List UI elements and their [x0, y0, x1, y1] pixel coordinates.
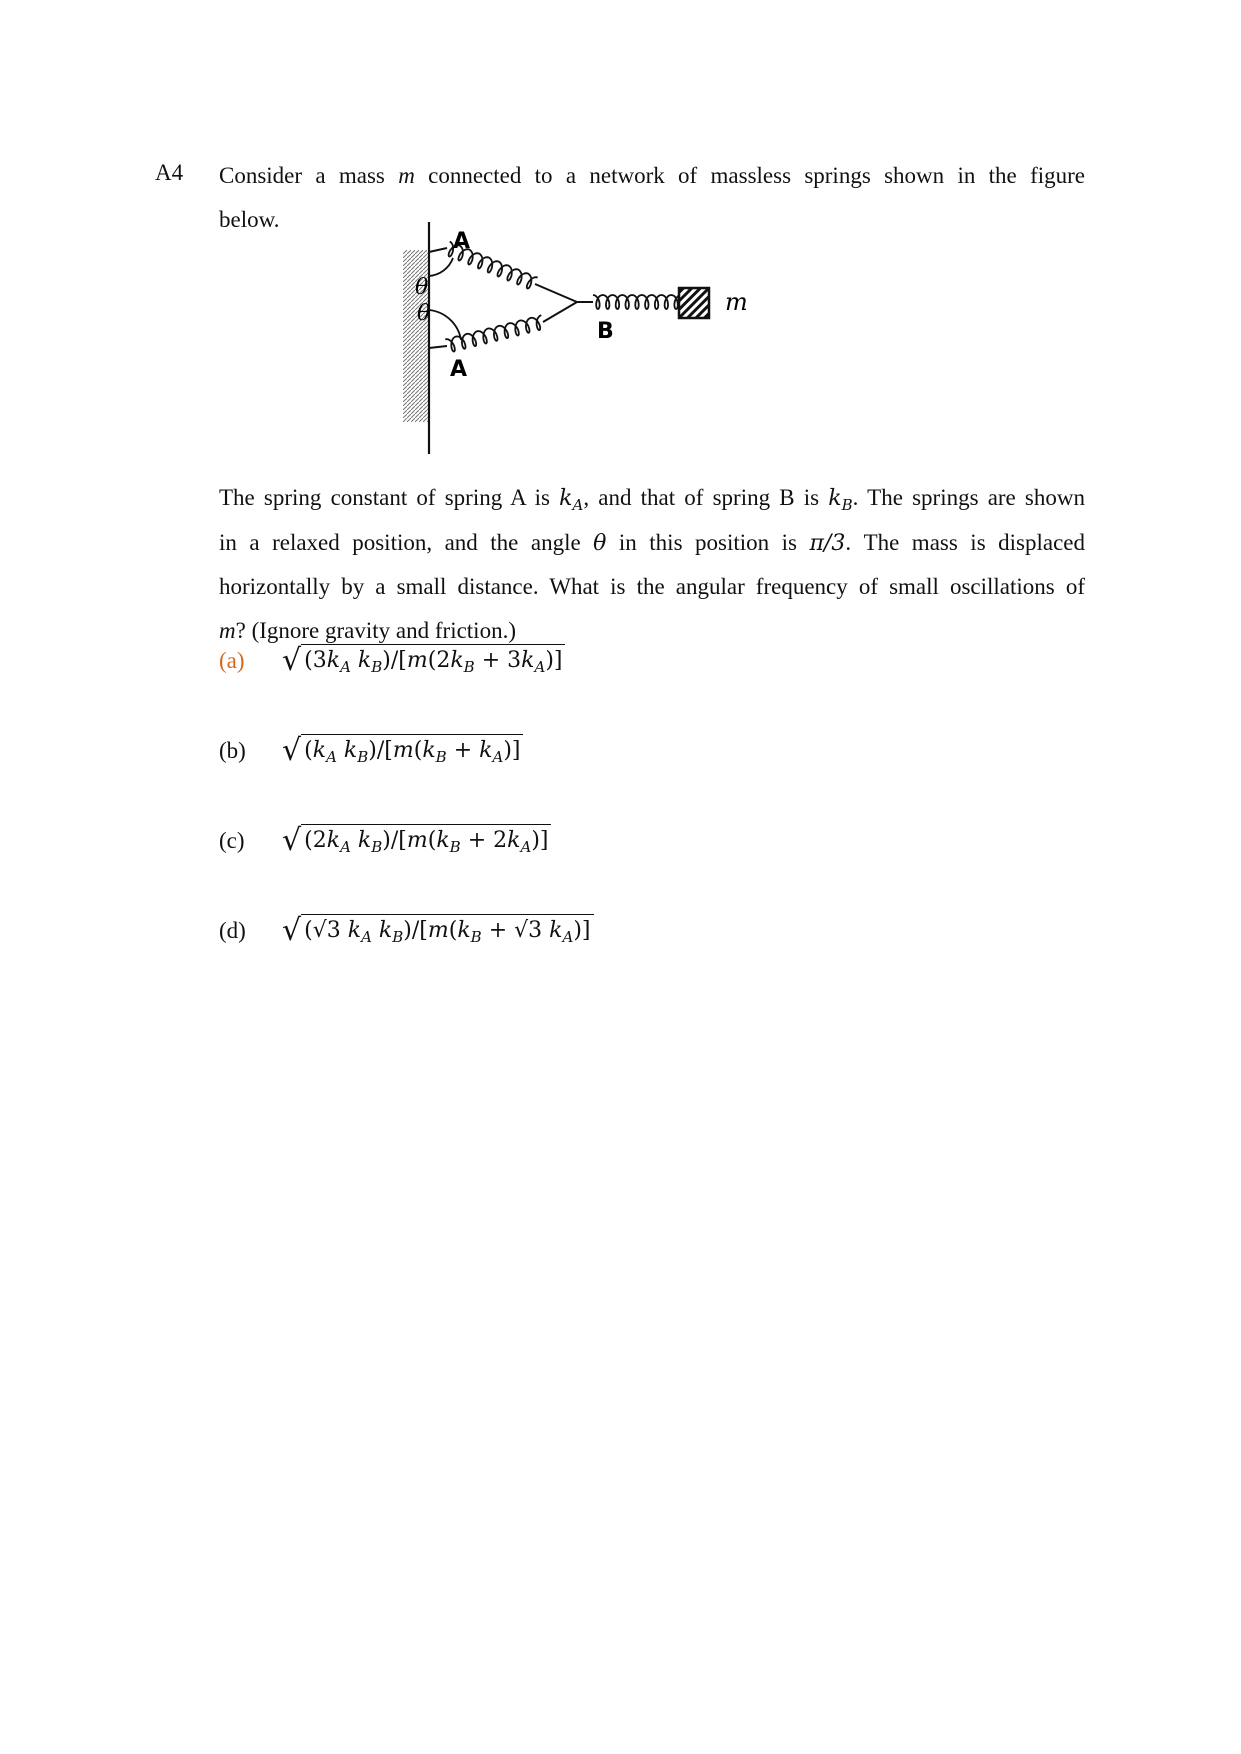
- radicand: (√3 $k_A$ $k_B)/[m(k_B + √3$ $k_A$)]: [301, 914, 593, 946]
- radical-sign: √: [282, 913, 302, 948]
- label-mass: m: [725, 288, 748, 316]
- math-pi-over-3: π/3: [809, 530, 846, 556]
- option-label-c[interactable]: (c): [219, 828, 245, 853]
- kA-base: k: [559, 486, 573, 511]
- body-text: , and that of spring B is: [583, 485, 829, 510]
- body-text: in this position is: [606, 529, 810, 555]
- kB-sub: B: [841, 496, 853, 514]
- label-angle-bottom: θ: [417, 301, 431, 326]
- option-formula-a: [282, 644, 565, 676]
- math-kA: [559, 486, 584, 514]
- question-number: A4: [155, 160, 184, 185]
- radicand: ($3k_A$ $k_B)/[m(2k_B + 3k_A)]$: [301, 644, 565, 676]
- spring-a-top: [429, 242, 577, 303]
- body-text: . The mass is displaced: [845, 529, 1085, 555]
- spring-network-figure: [395, 218, 855, 458]
- option-formula-c: [282, 824, 551, 856]
- option-label-d[interactable]: (d): [219, 918, 246, 943]
- label-angle-top: θ: [415, 275, 429, 300]
- label-spring-a-top: A: [453, 229, 471, 254]
- radical-sign: √: [282, 643, 302, 678]
- radicand: ($2k_A$ $k_B)/[m(k_B + 2k_A)]$: [301, 824, 551, 856]
- label-spring-a-bottom: A: [450, 357, 468, 382]
- body-text: in a relaxed position, and the angle: [219, 529, 594, 555]
- body-line-1: [219, 476, 1085, 521]
- sqrt-expression: [282, 914, 594, 946]
- spring-coil: [593, 295, 681, 309]
- body-text: . The springs are shown: [852, 485, 1085, 510]
- intro-text: Consider a mass: [219, 163, 399, 188]
- math-m: m: [398, 163, 415, 188]
- angle-arc-top: [429, 258, 453, 276]
- intro-line-1: [219, 154, 1085, 198]
- option-formula-d: [282, 914, 594, 946]
- radical-sign: √: [282, 733, 302, 768]
- option-formula-b: [282, 734, 523, 766]
- body-line-3: horizontally by a small distance. What is the angular frequency of small oscillations of: [219, 574, 1085, 599]
- question-body: [219, 476, 1085, 652]
- sqrt-expression: [282, 734, 523, 766]
- mass-block: [679, 288, 709, 318]
- sqrt-expression: [282, 824, 551, 856]
- kB-base: k: [828, 486, 842, 511]
- sqrt-expression: [282, 644, 565, 676]
- math-m: m: [219, 617, 236, 643]
- body-text: The spring constant of spring A is: [219, 485, 560, 510]
- body-text: ? (Ignore gravity and friction.): [235, 617, 516, 643]
- angle-arc-bottom: [429, 310, 461, 340]
- kA-sub: A: [572, 496, 584, 514]
- radicand: ($k_A$ $k_B)/[m(k_B + k_A)]$: [301, 734, 523, 766]
- option-label-b[interactable]: (b): [219, 738, 246, 763]
- option-label-a[interactable]: (a): [219, 648, 245, 673]
- math-kB: [828, 486, 853, 514]
- label-spring-b: B: [597, 319, 614, 344]
- intro-text: connected to a network of massless springs shown in the figure: [414, 163, 1085, 188]
- spring-a-bottom: [429, 302, 577, 352]
- math-theta: θ: [593, 530, 607, 556]
- radical-sign: √: [282, 823, 302, 858]
- body-line-2: [219, 521, 1085, 566]
- intro-line-2: below.: [219, 206, 280, 232]
